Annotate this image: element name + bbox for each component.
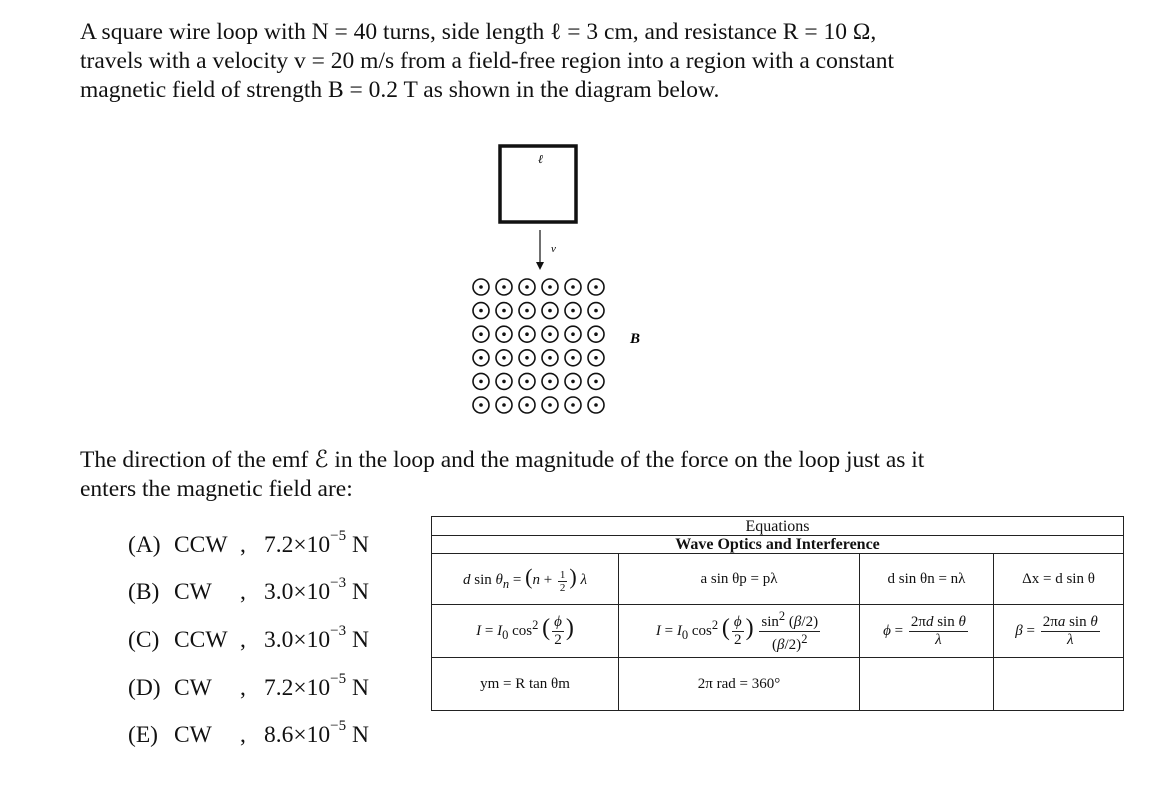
eq-intensity-double: $I = I_0$ $\cos^2$ ( $\frac{\phi}{2}$ ) <box>432 605 619 658</box>
field-dot-center <box>594 403 598 407</box>
choice-comma: , <box>240 532 246 558</box>
field-dot-center <box>594 285 598 289</box>
question-text <box>80 446 1040 504</box>
choice-letter: (E) <box>128 722 159 748</box>
equations-subtitle: Wave Optics and Interference <box>432 536 1124 554</box>
field-dot-center <box>525 332 529 336</box>
choice-magnitude: $7.2\times 10^{-5}$ N <box>264 671 369 701</box>
velocity-arrowhead <box>536 262 544 270</box>
choice-letter: (A) <box>128 532 161 558</box>
side-length-label: ℓ <box>538 152 543 166</box>
eq-screen-position: ym = R tan θm <box>432 658 619 711</box>
choice-direction: CW <box>174 722 212 748</box>
field-dot-center <box>502 403 506 407</box>
field-dot-center <box>571 285 575 289</box>
field-dot-center <box>548 380 552 384</box>
field-dot-center <box>571 356 575 360</box>
loop-field-diagram <box>470 130 670 430</box>
field-dot-center <box>502 309 506 313</box>
field-dot-center <box>479 309 483 313</box>
choice-magnitude: $8.6\times 10^{-5}$ N <box>264 718 369 748</box>
field-dot-center <box>594 332 598 336</box>
eq-intensity-combined: $I = I_0$ $\cos^2$ ( $\frac{\phi}{2}$ ) $\frac{\sin^2 (\beta/2)}{(\beta/2)^2}$ <box>619 605 860 658</box>
field-dot-center <box>548 309 552 313</box>
eq-empty-cell <box>860 658 994 711</box>
eq-path-difference: Δx = d sin θ <box>994 554 1124 605</box>
field-dot-center <box>525 285 529 289</box>
field-dot-center <box>594 380 598 384</box>
choice-comma: , <box>240 675 246 701</box>
field-dot-center <box>525 356 529 360</box>
question-line-1: The direction of the emf ℰ in the loop and the magnitude of the force on the loop just as it <box>80 447 925 473</box>
magnetic-field-dots <box>473 279 604 413</box>
field-dot-center <box>594 356 598 360</box>
eq-phase-phi: ϕ = $\frac{\text{2πd sin θ}}{\lambda}$ <box>860 605 994 658</box>
choice-magnitude: $7.2\times 10^{-5}$ N <box>264 528 369 558</box>
field-dot-center <box>502 380 506 384</box>
choice-comma: , <box>240 627 246 653</box>
prompt-line-3: magnetic field of strength B = 0.2 T as shown in the diagram below. <box>80 77 720 103</box>
field-dot-center <box>525 403 529 407</box>
field-dot-center <box>571 332 575 336</box>
choice-letter: (C) <box>128 627 160 653</box>
choice-letter: (D) <box>128 675 161 701</box>
field-dot-center <box>548 403 552 407</box>
field-dot-center <box>502 332 506 336</box>
field-dot-center <box>502 356 506 360</box>
equations-title: Equations <box>432 517 1124 536</box>
field-dot-center <box>525 309 529 313</box>
eq-radian-conversion: 2π rad = 360° <box>619 658 860 711</box>
field-dot-center <box>479 285 483 289</box>
prompt-line-2: travels with a velocity v = 20 m/s from a field-free region into a region with a constant <box>80 48 894 74</box>
choice-comma: , <box>240 722 246 748</box>
eq-single-slit: a sin θp = pλ <box>619 554 860 605</box>
field-dot-center <box>548 356 552 360</box>
field-dot-center <box>502 285 506 289</box>
field-dot-center <box>571 380 575 384</box>
field-dot-center <box>548 332 552 336</box>
field-dot-center <box>571 309 575 313</box>
problem-prompt <box>80 18 1040 105</box>
velocity-label: v <box>551 243 556 255</box>
choice-letter: (B) <box>128 579 160 605</box>
choice-direction: CCW <box>174 532 228 558</box>
choice-direction: CCW <box>174 627 228 653</box>
field-dot-center <box>548 285 552 289</box>
eq-empty-cell <box>994 658 1124 711</box>
question-line-2: enters the magnetic field are: <box>80 476 353 502</box>
prompt-line-1: A square wire loop with N = 40 turns, side length ℓ = 3 cm, and resistance R = 10 Ω, <box>80 19 877 45</box>
choice-magnitude: $3.0\times 10^{-3}$ N <box>264 623 369 653</box>
field-dot-center <box>479 403 483 407</box>
choice-magnitude: $3.0\times 10^{-3}$ N <box>264 575 369 605</box>
diagram-svg <box>470 130 670 430</box>
field-dot-center <box>594 309 598 313</box>
field-dot-center <box>525 380 529 384</box>
eq-double-slit: d sin θn = nλ <box>860 554 994 605</box>
choice-direction: CW <box>174 675 212 701</box>
eq-phase-beta: β = $\frac{\text{2πa sin θ}}{\lambda}$ <box>994 605 1124 658</box>
choice-comma: , <box>240 579 246 605</box>
field-dot-center <box>479 380 483 384</box>
field-dot-center <box>571 403 575 407</box>
field-dot-center <box>479 356 483 360</box>
field-label: B⃗ <box>630 331 652 347</box>
eq-bright-fringe: d $\sin \theta_n = (n$ + $\frac{1}{2}$ ) λ <box>432 554 619 605</box>
field-dot-center <box>479 332 483 336</box>
equations-table <box>431 516 1124 711</box>
choice-direction: CW <box>174 579 212 605</box>
